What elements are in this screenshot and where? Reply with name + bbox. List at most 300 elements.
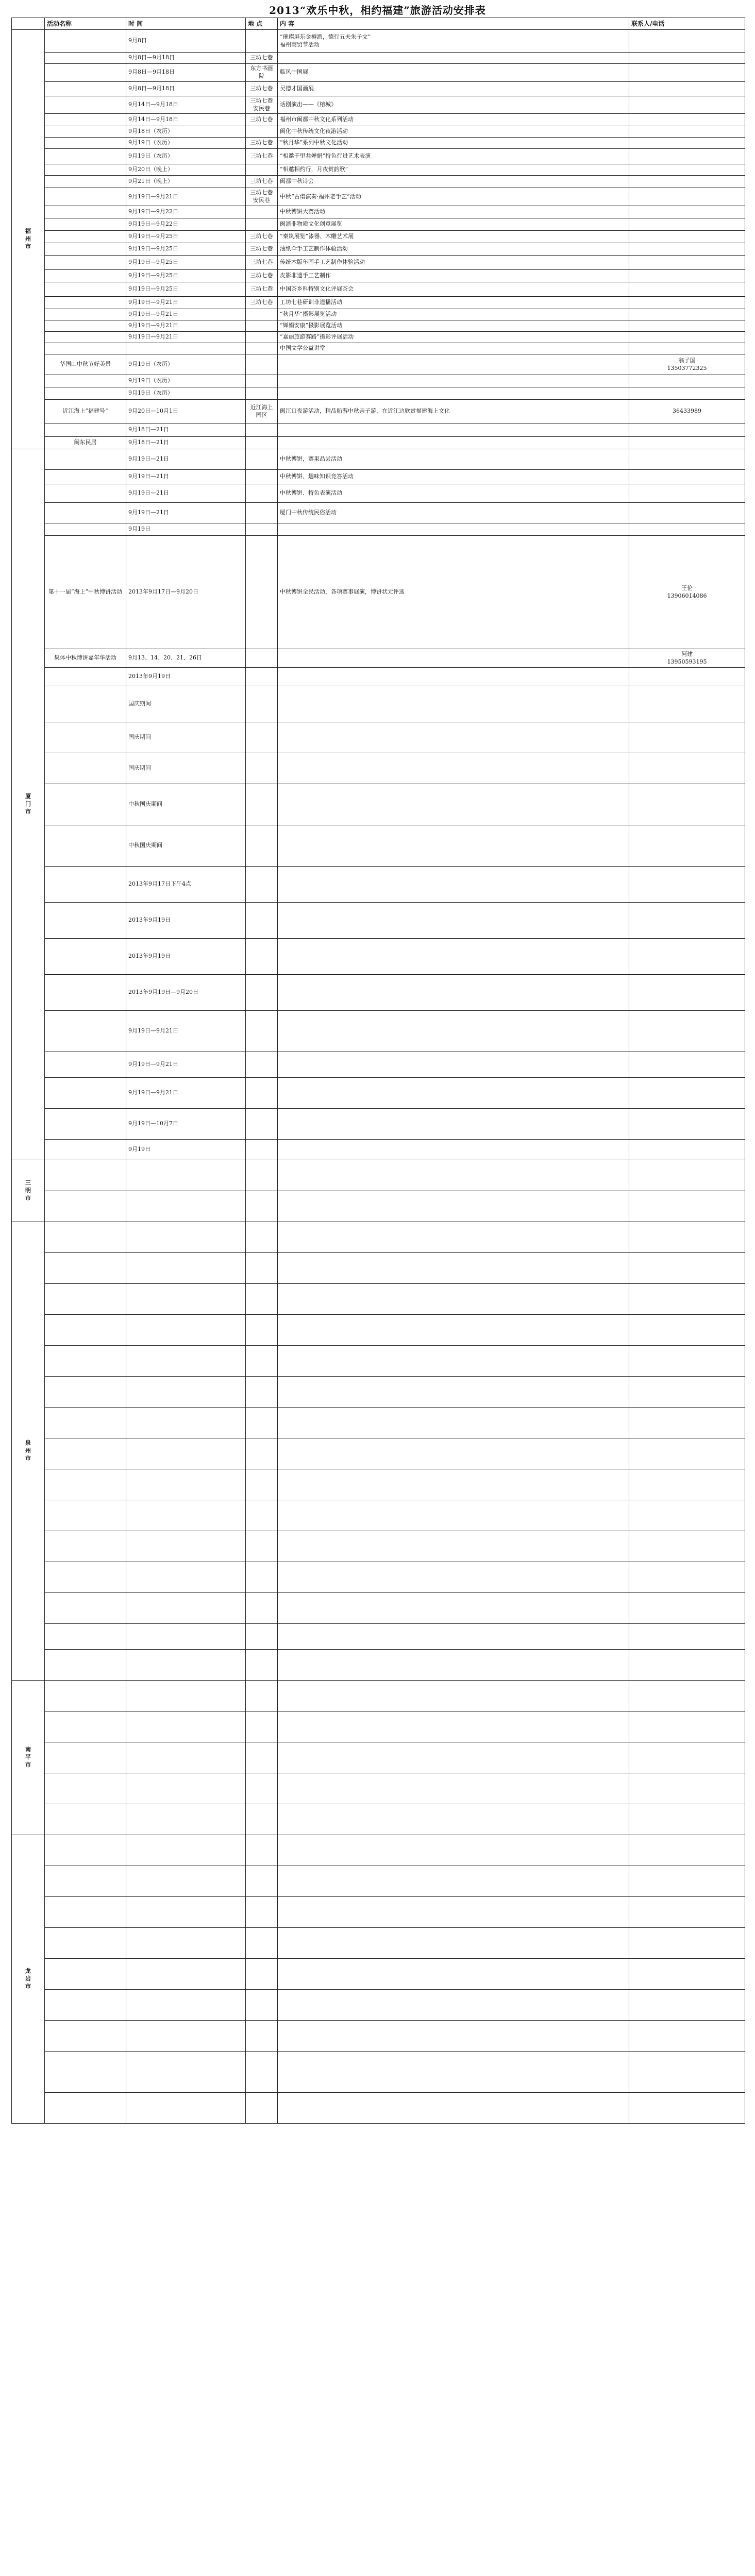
table-row (12, 1624, 745, 1650)
contact-cell (629, 1835, 745, 1866)
activity-cell (45, 53, 126, 64)
activity-cell (45, 149, 126, 164)
activity-cell (45, 1408, 126, 1438)
time-cell (126, 2021, 246, 2052)
contact-cell (629, 1052, 745, 1078)
table-row (12, 1052, 745, 1078)
activity-cell (45, 2093, 126, 2124)
time-cell (126, 1593, 246, 1624)
contact-cell (629, 1650, 745, 1681)
time-cell: 中秋国庆期间 (126, 825, 246, 867)
contact-cell (629, 1773, 745, 1804)
table-row (12, 1253, 745, 1284)
content-cell (278, 1315, 629, 1346)
time-cell: 9月19日—9月21日 (126, 320, 246, 332)
content-cell (278, 2052, 629, 2093)
table-row (12, 1531, 745, 1562)
place-cell: 三坊七巷 (246, 176, 278, 188)
place-cell (246, 1315, 278, 1346)
time-cell: 9月8日—9月18日 (126, 81, 246, 96)
place-cell (246, 1773, 278, 1804)
schedule-table (11, 18, 745, 2124)
contact-cell (629, 423, 745, 437)
time-cell (126, 1773, 246, 1804)
place-cell (246, 867, 278, 903)
table-row (12, 53, 745, 64)
place-cell (246, 1562, 278, 1593)
activity-cell (45, 1835, 126, 1866)
place-cell: 近江海上园区 (246, 400, 278, 423)
contact-cell (629, 96, 745, 114)
content-cell (278, 1866, 629, 1897)
table-row (12, 1438, 745, 1469)
table-row (12, 1078, 745, 1109)
content-cell (278, 1284, 629, 1315)
place-cell (246, 1897, 278, 1928)
content-cell (278, 1959, 629, 1990)
content-cell (278, 523, 629, 536)
activity-cell (45, 1711, 126, 1742)
table-row (12, 825, 745, 867)
contact-cell (629, 1469, 745, 1500)
time-cell (126, 1222, 246, 1253)
content-cell: 吴德才国画展 (278, 81, 629, 96)
time-cell: 2013年9月19日—9月20日 (126, 975, 246, 1011)
activity-cell (45, 1990, 126, 2021)
content-cell: 皮影非遗手工艺制作 (278, 270, 629, 282)
table-row (12, 138, 745, 149)
content-cell: 闽都中秋诗会 (278, 176, 629, 188)
place-cell (246, 1928, 278, 1959)
content-cell (278, 753, 629, 784)
contact-cell (629, 1742, 745, 1773)
contact-cell (629, 2052, 745, 2093)
activity-cell (45, 176, 126, 188)
time-cell (126, 1990, 246, 2021)
time-cell: 9月19日—21日 (126, 503, 246, 523)
table-row (12, 114, 745, 126)
table-row (12, 1804, 745, 1835)
place-cell: 三坊七巷 (246, 270, 278, 282)
table-row (12, 1011, 745, 1052)
contact-cell (629, 1377, 745, 1408)
time-cell (126, 1253, 246, 1284)
table-row (12, 176, 745, 188)
header-content: 内 容 (278, 18, 629, 30)
contact-cell (629, 1160, 745, 1191)
place-cell (246, 1711, 278, 1742)
place-cell: 东方书画院 (246, 64, 278, 82)
contact-cell (629, 343, 745, 354)
contact-cell (629, 1866, 745, 1897)
time-cell (126, 1711, 246, 1742)
content-cell (278, 387, 629, 400)
activity-cell (45, 138, 126, 149)
contact-cell (629, 1711, 745, 1742)
table-row (12, 149, 745, 164)
content-cell (278, 1160, 629, 1191)
contact-cell (629, 149, 745, 164)
city-cell: 龙 岩 市 (12, 1835, 45, 2124)
contact-cell (629, 1562, 745, 1593)
time-cell: 9月19日—9月25日 (126, 282, 246, 297)
table-row (12, 1835, 745, 1866)
content-cell (278, 437, 629, 449)
content-cell: 中秋博饼、特色表演活动 (278, 484, 629, 503)
content-cell: 中秋“古谱演奏·福州老手艺”活动 (278, 188, 629, 206)
activity-cell (45, 1377, 126, 1408)
contact-cell (629, 256, 745, 270)
time-cell: 2013年9月17日下午4点 (126, 867, 246, 903)
content-cell: 闽浙非物质文化创意展览 (278, 218, 629, 231)
activity-cell (45, 939, 126, 975)
contact-cell (629, 825, 745, 867)
time-cell: 9月18日（农历） (126, 126, 246, 138)
time-cell: 9月13、14、20、21、26日 (126, 649, 246, 668)
table-row (12, 256, 745, 270)
contact-cell (629, 1408, 745, 1438)
place-cell (246, 1531, 278, 1562)
content-cell (278, 1011, 629, 1052)
activity-cell (45, 297, 126, 309)
activity-cell (45, 1191, 126, 1222)
content-cell: “璀璨屏东金樽酒，德行五夫朱子文” 福州商贸节活动 (278, 30, 629, 53)
activity-cell (45, 64, 126, 82)
contact-cell (629, 1078, 745, 1109)
time-cell: 9月8日 (126, 30, 246, 53)
document-title: 2013“欢乐中秋，相约福建”旅游活动安排表 (269, 4, 486, 16)
place-cell (246, 686, 278, 722)
table-row (12, 332, 745, 343)
table-row (12, 2021, 745, 2052)
content-cell (278, 1531, 629, 1562)
table-row (12, 206, 745, 218)
contact-cell (629, 114, 745, 126)
place-cell (246, 503, 278, 523)
time-cell: 9月19日—21日 (126, 484, 246, 503)
activity-cell (45, 1469, 126, 1500)
content-cell: “嘉丽旅游赛路”摄影评展活动 (278, 332, 629, 343)
content-cell: 福州市闽都中秋文化系列活动 (278, 114, 629, 126)
place-cell (246, 523, 278, 536)
place-cell (246, 649, 278, 668)
activity-cell: 华国山中秋节好美景 (45, 354, 126, 375)
header-time: 时 间 (126, 18, 246, 30)
city-cell: 南 平 市 (12, 1681, 45, 1835)
time-cell: 国庆期间 (126, 722, 246, 753)
contact-cell (629, 1253, 745, 1284)
place-cell: 三坊七巷安民巷 (246, 96, 278, 114)
table-row (12, 1562, 745, 1593)
place-cell (246, 1681, 278, 1711)
content-cell (278, 722, 629, 753)
time-cell (126, 1160, 246, 1191)
table-row (12, 1408, 745, 1438)
table-row (12, 903, 745, 939)
contact-cell: 阿建 13950593195 (629, 649, 745, 668)
time-cell (126, 1562, 246, 1593)
place-cell (246, 1222, 278, 1253)
activity-cell (45, 1773, 126, 1804)
place-cell (246, 1284, 278, 1315)
time-cell (126, 1315, 246, 1346)
place-cell (246, 784, 278, 825)
table-row (12, 423, 745, 437)
place-cell (246, 30, 278, 53)
time-cell: 9月19日—9月25日 (126, 231, 246, 243)
place-cell: 三坊七巷 (246, 53, 278, 64)
content-cell: “秦岚展览”漆器、木雕艺术展 (278, 231, 629, 243)
contact-cell (629, 1222, 745, 1253)
table-row (12, 975, 745, 1011)
place-cell (246, 939, 278, 975)
time-cell: 9月19日（农历） (126, 387, 246, 400)
contact-cell (629, 437, 745, 449)
time-cell: 9月19日（农历） (126, 354, 246, 375)
content-cell (278, 903, 629, 939)
activity-cell (45, 1011, 126, 1052)
place-cell (246, 437, 278, 449)
contact-cell (629, 176, 745, 188)
time-cell: 9月19日—9月21日 (126, 309, 246, 320)
place-cell (246, 1469, 278, 1500)
table-row (12, 387, 745, 400)
table-row (12, 649, 745, 668)
content-cell: “婵娟安康”摄影展览活动 (278, 320, 629, 332)
content-cell: 油纸伞手工艺制作体验活动 (278, 243, 629, 256)
content-cell: 闽化中秋传统文化夜游活动 (278, 126, 629, 138)
contact-cell (629, 164, 745, 176)
content-cell (278, 867, 629, 903)
activity-cell: 第十一届“海上”中秋博饼活动 (45, 536, 126, 649)
content-cell (278, 649, 629, 668)
table-row (12, 1959, 745, 1990)
time-cell: 国庆期间 (126, 753, 246, 784)
contact-cell (629, 1593, 745, 1624)
content-cell (278, 53, 629, 64)
contact-cell (629, 218, 745, 231)
table-row (12, 81, 745, 96)
time-cell: 9月19日（农历） (126, 138, 246, 149)
content-cell (278, 1681, 629, 1711)
activity-cell (45, 1438, 126, 1469)
content-cell (278, 1140, 629, 1160)
contact-cell (629, 686, 745, 722)
contact-cell (629, 243, 745, 256)
time-cell (126, 1866, 246, 1897)
time-cell: 9月19日—9月21日 (126, 332, 246, 343)
table-row (12, 1222, 745, 1253)
contact-cell (629, 138, 745, 149)
activity-cell (45, 722, 126, 753)
content-cell: 临风中国展 (278, 64, 629, 82)
activity-cell (45, 1593, 126, 1624)
content-cell: 中秋博饼大赛活动 (278, 206, 629, 218)
table-row (12, 218, 745, 231)
table-row (12, 1191, 745, 1222)
time-cell: 9月19日（农历） (126, 375, 246, 387)
content-cell: 工坊七巷研训非遗播活动 (278, 297, 629, 309)
activity-cell (45, 1650, 126, 1681)
contact-cell (629, 53, 745, 64)
contact-cell (629, 503, 745, 523)
contact-cell (629, 309, 745, 320)
time-cell: 9月19日—9月22日 (126, 218, 246, 231)
activity-cell (45, 1109, 126, 1140)
table-row (12, 1773, 745, 1804)
contact-cell (629, 206, 745, 218)
time-cell: 9月19日—9月21日 (126, 1011, 246, 1052)
activity-cell (45, 523, 126, 536)
contact-cell (629, 320, 745, 332)
content-cell (278, 1222, 629, 1253)
place-cell (246, 668, 278, 686)
contact-cell (629, 1624, 745, 1650)
activity-cell (45, 218, 126, 231)
activity-cell (45, 282, 126, 297)
contact-cell (629, 188, 745, 206)
time-cell: 9月18日—21日 (126, 423, 246, 437)
time-cell (126, 1191, 246, 1222)
table-row (12, 722, 745, 753)
time-cell: 中秋国庆期间 (126, 784, 246, 825)
time-cell (126, 1469, 246, 1500)
content-cell (278, 1804, 629, 1835)
contact-cell (629, 867, 745, 903)
contact-cell (629, 484, 745, 503)
place-cell: 三坊七巷 (246, 81, 278, 96)
activity-cell (45, 164, 126, 176)
contact-cell (629, 1928, 745, 1959)
header-row (12, 18, 745, 30)
content-cell (278, 354, 629, 375)
content-cell: “秋月华”摄影展览活动 (278, 309, 629, 320)
place-cell (246, 1650, 278, 1681)
content-cell (278, 1253, 629, 1284)
time-cell: 9月18日—21日 (126, 437, 246, 449)
content-cell (278, 1377, 629, 1408)
place-cell (246, 1078, 278, 1109)
activity-cell (45, 332, 126, 343)
schedule-body (12, 30, 745, 2124)
activity-cell (45, 1500, 126, 1531)
table-row (12, 1469, 745, 1500)
content-cell (278, 1711, 629, 1742)
activity-cell (45, 686, 126, 722)
table-row (12, 470, 745, 484)
activity-cell: 集体中秋博饼嘉年华活动 (45, 649, 126, 668)
table-row (12, 1109, 745, 1140)
table-row (12, 400, 745, 423)
activity-cell: 近江海上“福建号” (45, 400, 126, 423)
content-cell (278, 1500, 629, 1531)
place-cell (246, 1011, 278, 1052)
header-activity: 活动名称 (45, 18, 126, 30)
table-row (12, 309, 745, 320)
place-cell (246, 484, 278, 503)
table-row (12, 64, 745, 82)
content-cell: “相邀相约行，月夜赏韵歌” (278, 164, 629, 176)
content-cell (278, 1990, 629, 2021)
place-cell (246, 1742, 278, 1773)
header-place: 地 点 (246, 18, 278, 30)
contact-cell (629, 668, 745, 686)
activity-cell (45, 231, 126, 243)
content-cell (278, 1928, 629, 1959)
city-cell: 泉 州 市 (12, 1222, 45, 1681)
contact-cell (629, 1500, 745, 1531)
activity-cell (45, 256, 126, 270)
content-cell (278, 1562, 629, 1593)
content-cell (278, 1408, 629, 1438)
contact-cell (629, 1140, 745, 1160)
contact-cell (629, 1109, 745, 1140)
table-row (12, 1711, 745, 1742)
time-cell (126, 1346, 246, 1377)
time-cell: 9月21日（晚上） (126, 176, 246, 188)
time-cell (126, 2052, 246, 2093)
time-cell: 9月14日—9月18日 (126, 96, 246, 114)
contact-cell (629, 975, 745, 1011)
time-cell (126, 1742, 246, 1773)
content-cell (278, 939, 629, 975)
activity-cell (45, 270, 126, 282)
contact-cell (629, 81, 745, 96)
content-cell (278, 1593, 629, 1624)
place-cell: 三坊七巷 (246, 138, 278, 149)
content-cell (278, 1346, 629, 1377)
table-row (12, 686, 745, 722)
table-row (12, 375, 745, 387)
place-cell (246, 1408, 278, 1438)
contact-cell (629, 1438, 745, 1469)
time-cell: 9月19日—9月22日 (126, 206, 246, 218)
activity-cell (45, 81, 126, 96)
place-cell (246, 332, 278, 343)
place-cell: 三坊七巷安民巷 (246, 188, 278, 206)
time-cell (126, 1835, 246, 1866)
content-cell (278, 1109, 629, 1140)
content-cell: 中秋博饼、趣味知识竞答活动 (278, 470, 629, 484)
content-cell (278, 375, 629, 387)
table-row (12, 354, 745, 375)
activity-cell (45, 1222, 126, 1253)
content-cell (278, 423, 629, 437)
table-row (12, 243, 745, 256)
place-cell: 三坊七巷 (246, 256, 278, 270)
time-cell: 9月19日—9月21日 (126, 188, 246, 206)
activity-cell (45, 1624, 126, 1650)
time-cell: 9月19日—21日 (126, 449, 246, 470)
table-row (12, 1500, 745, 1531)
content-cell (278, 1191, 629, 1222)
activity-cell (45, 387, 126, 400)
activity-cell (45, 243, 126, 256)
contact-cell (629, 1315, 745, 1346)
time-cell: 9月19日—10月7日 (126, 1109, 246, 1140)
place-cell (246, 1866, 278, 1897)
table-row (12, 1593, 745, 1624)
time-cell: 9月19日—9月21日 (126, 297, 246, 309)
place-cell (246, 903, 278, 939)
time-cell: 9月19日（农历） (126, 149, 246, 164)
time-cell (126, 1928, 246, 1959)
activity-cell (45, 309, 126, 320)
place-cell (246, 126, 278, 138)
contact-cell (629, 387, 745, 400)
activity-cell (45, 1140, 126, 1160)
time-cell: 9月20日（晚上） (126, 164, 246, 176)
